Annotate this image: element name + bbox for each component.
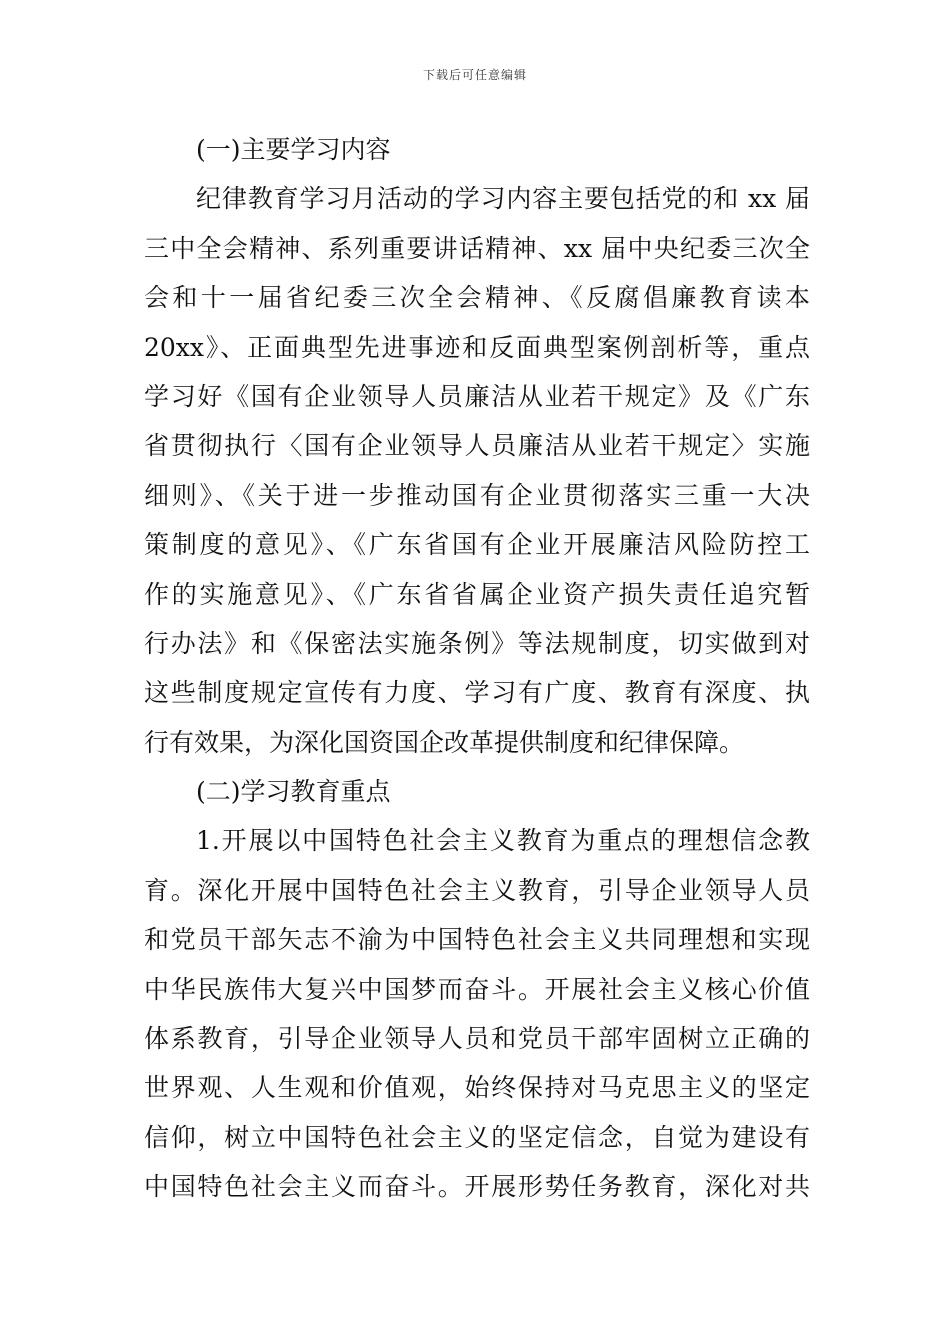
paragraph-line: 三中全会精神、系列重要讲话精神、xx 届中央纪委三次全	[144, 233, 810, 263]
paragraph-line: 学习好《国有企业领导人员廉洁从业若干规定》及《广东	[144, 381, 810, 411]
paragraph-line: 中华民族伟大复兴中国梦而奋斗。开展社会主义核心价值	[144, 974, 810, 1004]
paragraph-line: 细则》、《关于进一步推动国有企业贯彻落实三重一大决	[144, 480, 810, 510]
document-body	[144, 125, 810, 1212]
paragraph-line: 体系教育，引导企业领导人员和党员干部牢固树立正确的	[144, 1024, 810, 1054]
paragraph-line: 育。深化开展中国特色社会主义教育，引导企业领导人员	[144, 875, 810, 905]
paragraph-line: 省贯彻执行〈国有企业领导人员廉洁从业若干规定〉实施	[144, 431, 810, 461]
paragraph-line: 信仰，树立中国特色社会主义的坚定信念，自觉为建设有	[144, 1122, 810, 1152]
section-heading: (二)学习教育重点	[196, 777, 391, 807]
paragraph-line: 作的实施意见》、《广东省省属企业资产损失责任追究暂	[144, 579, 810, 609]
paragraph-line: 策制度的意见》、《广东省国有企业开展廉洁风险防控工	[144, 530, 810, 560]
paragraph-line: 和党员干部矢志不渝为中国特色社会主义共同理想和实现	[144, 925, 810, 955]
paragraph-line: 会和十一届省纪委三次全会精神、《反腐倡廉教育读本	[144, 283, 810, 313]
paragraph	[144, 174, 810, 767]
paragraph-line: 世界观、人生观和价值观，始终保持对马克思主义的坚定	[144, 1073, 810, 1103]
paragraph-line: 中国特色社会主义而奋斗。开展形势任务教育，深化对共	[144, 1172, 810, 1202]
paragraph-line: 纪律教育学习月活动的学习内容主要包括党的和 xx 届	[196, 184, 810, 214]
paragraph-line: 这些制度规定宣传有力度、学习有广度、教育有深度、执	[144, 678, 810, 708]
paragraph	[144, 816, 810, 1211]
section-heading: (一)主要学习内容	[196, 135, 391, 164]
paragraph-line: 行有效果，为深化国资国企改革提供制度和纪律保障。	[144, 727, 745, 757]
paragraph-line: 行办法》和《保密法实施条例》等法规制度，切实做到对	[144, 628, 810, 658]
header-note: 下载后可任意编辑	[422, 68, 527, 82]
paragraph-line: 1.开展以中国特色社会主义教育为重点的理想信念教	[196, 826, 810, 856]
paragraph-line: 20xx》、正面典型先进事迹和反面典型案例剖析等，重点	[144, 332, 810, 362]
